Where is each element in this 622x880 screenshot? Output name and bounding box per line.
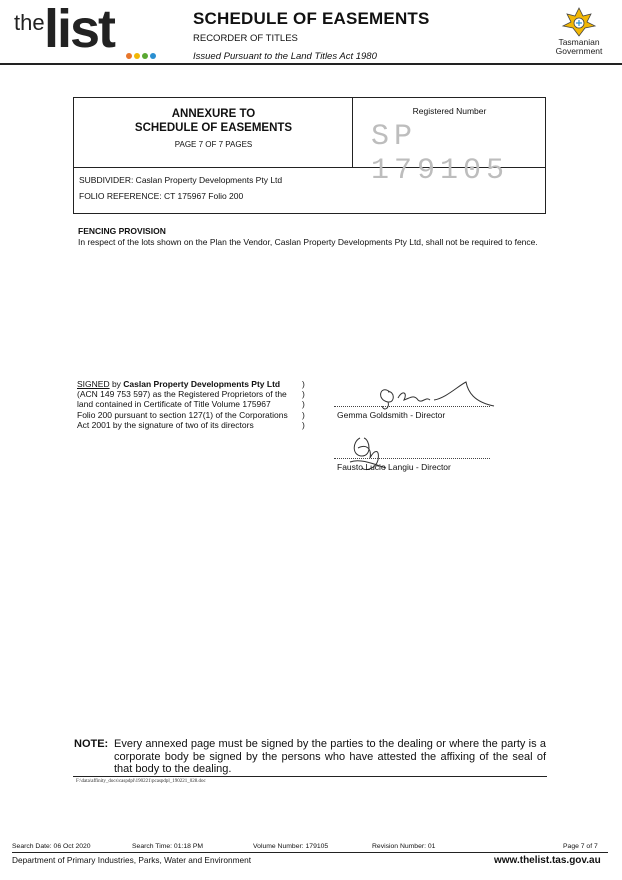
logo-dot-1 xyxy=(126,53,132,59)
bracket: ) xyxy=(302,409,305,420)
signing-line-3: land contained in Certificate of Title Volume 175967 xyxy=(77,399,271,410)
gov-line-1: Tasmanian xyxy=(558,37,600,47)
annexure-page: PAGE 7 OF 7 PAGES xyxy=(174,140,253,149)
tasmanian-government-logo xyxy=(548,6,610,62)
logo-dot-3 xyxy=(142,53,148,59)
annexure-heading-1: ANNEXURE TO xyxy=(171,108,256,120)
registered-number-label: Registered Number xyxy=(412,106,487,116)
registered-number-stamp: SP 179105 xyxy=(371,120,510,188)
logo-list: list xyxy=(44,0,115,59)
signatory-1: Gemma Goldsmith - Director xyxy=(337,410,446,420)
gov-line-2: Government xyxy=(555,46,603,56)
bracket: ) xyxy=(302,389,305,400)
signing-line-1 xyxy=(77,379,309,389)
signature-line-2 xyxy=(334,458,490,459)
note-divider xyxy=(73,776,547,777)
signing-line-5: Act 2001 by the signature of two of its directors xyxy=(77,419,254,430)
note-label: NOTE: xyxy=(74,738,109,750)
search-date: Search Date: 06 Oct 2020 xyxy=(12,843,91,850)
note-text: Every annexed page must be signed by the parties to the dealing or where the party is a corporate body be signed by the persons who have attested the affixing of the seal of that body to the dealing. xyxy=(114,738,546,776)
bracket-column xyxy=(302,379,310,430)
by-word: by xyxy=(109,379,124,389)
revision-number: Revision Number: 01 xyxy=(372,843,436,850)
signed-word: SIGNED xyxy=(77,379,110,389)
search-time: Search Time: 01:18 PM xyxy=(132,843,204,850)
annexure-heading-2: SCHEDULE OF EASEMENTS xyxy=(134,122,293,134)
bracket: ) xyxy=(302,399,305,410)
company-name: Caslan Property Developments Pty Ltd xyxy=(123,379,281,389)
thelist-logo xyxy=(14,0,154,62)
page-title: SCHEDULE OF EASEMENTS xyxy=(193,9,430,28)
bracket: ) xyxy=(302,419,305,430)
website-url: www.thelist.tas.gov.au xyxy=(494,855,601,866)
signing-line-4: Folio 200 pursuant to section 127(1) of the Corporations xyxy=(77,409,288,420)
annexure-box xyxy=(73,97,546,214)
folio-reference: FOLIO REFERENCE: CT 175967 Folio 200 xyxy=(79,191,244,201)
logo-the: the xyxy=(14,10,45,35)
subdivider: SUBDIVIDER: Caslan Property Developments Pty Ltd xyxy=(79,175,283,185)
file-path: F:\data\affinity_docs\caspdpl\190221\pcaspdpl_190221_028.doc xyxy=(76,779,206,784)
signatory-2: Fausto Lucio Langiu - Director xyxy=(337,462,451,472)
signing-line-2: (ACN 149 753 597) as the Registered Proprietors of the xyxy=(77,389,287,400)
act-line: Issued Pursuant to the Land Titles Act 1980 xyxy=(193,51,377,62)
header-divider xyxy=(0,63,622,65)
footer-divider xyxy=(12,852,608,853)
thylacine-crest-icon xyxy=(559,6,599,38)
fencing-text: In respect of the lots shown on the Plan the Vendor, Caslan Property Developments Pty Ltd, shall not be required to fence. xyxy=(78,237,538,247)
logo-dot-4 xyxy=(150,53,156,59)
fencing-heading: FENCING PROVISION xyxy=(78,226,166,236)
page-number: Page 7 of 7 xyxy=(563,843,598,850)
signature-line-1 xyxy=(334,406,490,407)
volume-number: Volume Number: 179105 xyxy=(253,843,329,850)
bracket: ) xyxy=(302,379,305,389)
recorder-of-titles: RECORDER OF TITLES xyxy=(193,33,298,44)
signing-clause xyxy=(77,379,309,430)
department: Department of Primary Industries, Parks, Water and Environment xyxy=(12,855,252,865)
logo-dot-2 xyxy=(134,53,140,59)
